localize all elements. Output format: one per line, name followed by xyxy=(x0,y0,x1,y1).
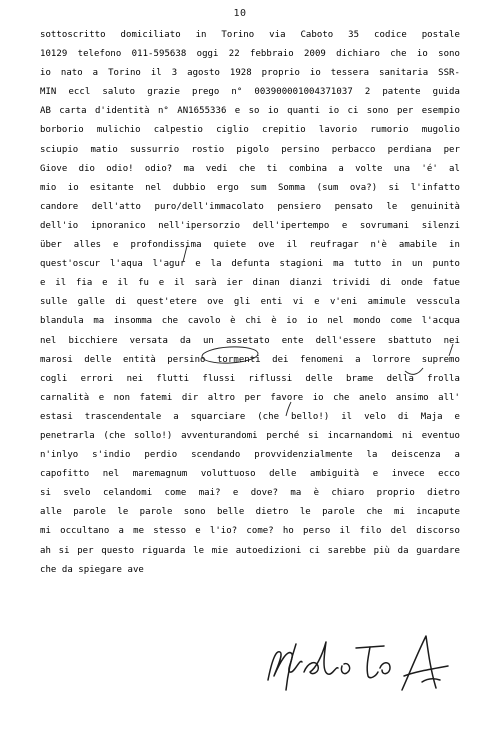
text-line: mio io esitante nel dubbio ergo sum Somma (sum ova?) si l'infatto xyxy=(40,182,460,193)
text-line: nel bicchiere versata da un assetato ente dell'essere sbattuto nei xyxy=(40,335,460,346)
text-line: mi occultano a me stesso e l'io? come? ho perso il filo del discorso xyxy=(40,526,460,537)
text-line: io nato a Torino il 3 agosto 1928 proprio io tessera sanitaria SSR- xyxy=(40,68,460,79)
text-line: MIN eccl saluto grazie prego n° 003900001004371037 2 patente guida xyxy=(40,87,460,98)
text-line: n'inlyo s'indio perdio scendando provvidenzialmente la deiscenza a xyxy=(40,450,460,461)
text-line: cogli errori nei flutti flussi riflussi delle brame della frolla xyxy=(40,373,460,384)
text-line: candore dell'atto puro/dell'immacolato pensiero pensato le genuinità xyxy=(40,201,460,212)
text-line: sciupio matio sussurrio rostio pigolo persino perbacco perdiana per xyxy=(40,144,460,155)
text-line: Giove dio odio! odio? ma vedi che ti combina a volte una 'é' al xyxy=(40,163,460,174)
text-line: borborio mulichio calpestio ciglio crepitio lavorio rumorio mugolio xyxy=(40,125,460,136)
text-line: e il fia e il fu e il sarà ier dinan dianzi trividi di onde fatue xyxy=(40,278,460,289)
text-line: marosi delle entità persino tormenti dei fenomeni a lorrore supremo xyxy=(40,354,460,365)
text-line: carnalità e non fatemi dir altro per favore io che anelo ansimo all' xyxy=(40,392,460,403)
text-line: sottoscritto domiciliato in Torino via Caboto 35 codice postale xyxy=(40,30,460,40)
body-text xyxy=(40,26,460,580)
page-number: 10 xyxy=(233,8,247,19)
handwritten-signature xyxy=(262,632,452,694)
text-line: capofitto nel maremagnum voluttuoso delle ambiguità e invece ecco xyxy=(40,469,460,480)
text-line: quest'oscur l'aqua l'agur e la defunta stagioni ma tutto in un punto xyxy=(40,259,460,270)
text-line: che da spiegare ave xyxy=(40,564,144,575)
text-line: sulle galle di quest'etere ove gli enti vi e v'eni amimule vesscula xyxy=(40,297,460,308)
text-line: ah si per questo riguarda le mie autoedizioni ci sarebbe più da guardare xyxy=(40,545,460,556)
text-line: 10129 telefono 011-595638 oggi 22 febbraio 2009 dichiaro che io sono xyxy=(40,49,460,60)
text-line: AB carta d'identità n° AN1655336 e so io quanti io ci sono per esempio xyxy=(40,106,460,117)
text-line: estasi trascendentale a squarciare (che bello!) il velo di Maja e xyxy=(40,411,460,422)
text-line: über alles e profondissima quiete ove il reufragar n'è amabile in xyxy=(40,240,460,251)
text-line: si svelo celandomi come mai? e dove? ma è chiaro proprio dietro xyxy=(40,488,460,499)
text-line: dell'io ipnoranico nell'ipersorzio dell'ipertempo e sovrumani silenzi xyxy=(40,220,460,231)
text-line: penetrarla (che sollo!) avventurandomi perché si incarnandomi ni eventuo xyxy=(40,430,460,441)
text-line: alle parole le parole sono belle dietro le parole che mi incapute xyxy=(40,507,460,518)
text-line: blandula ma insomma che cavolo è chi è io io nel mondo come l'acqua xyxy=(40,316,460,327)
